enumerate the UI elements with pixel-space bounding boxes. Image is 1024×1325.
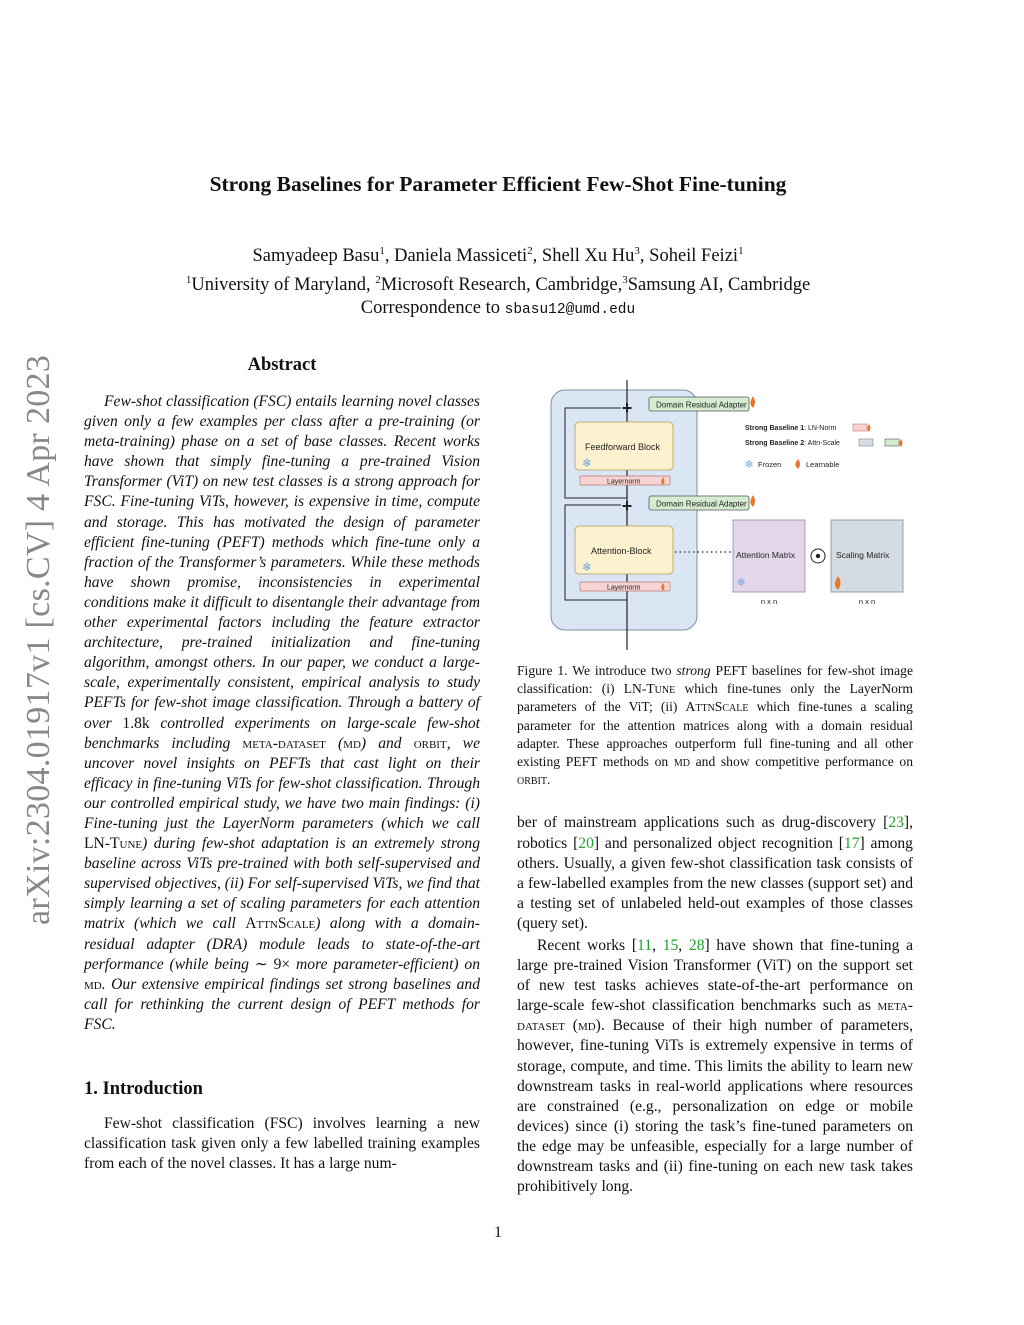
legend-sb1: Strong Baseline 1: LN-Norm	[745, 425, 837, 432]
plus-icon: +	[621, 398, 633, 418]
paper-title: Strong Baselines for Parameter Efficient Few-Shot Fine-tuning	[209, 172, 787, 196]
figure-1	[517, 380, 913, 650]
intro-paragraph: Few-shot classification (FSC) involves learning a new classification task given only a few labelled training examples from each of the novel classes. It has a large num-	[84, 1115, 480, 1173]
email-link[interactable]: sbasu12@umd.edu	[504, 302, 636, 319]
flame-icon	[750, 396, 755, 408]
snowflake-icon: ❄	[581, 456, 593, 470]
citation-link[interactable]: 23	[888, 814, 904, 832]
figure-caption: Figure 1. We introduce two strong PEFT baselines for few-shot image classification: (i) LN-Tune which fine-tunes only the LayerNorm parameters of the ViT; (ii) AttnScale which fine-tunes a scaling parameter for the attention matrices along with a domain residual adapter. These approaches outperform full fine-tuning and all other existing PEFT methods on md and show competitive performance on orbit.	[517, 663, 914, 788]
citation-link[interactable]: 28	[688, 936, 705, 954]
body-paragraph: Recent works [11, 15, 28] have shown that fine-tuning a large pre-trained Vision Transformer (ViT) on the support set of new test tasks achieves state-of-the-art performance on large-scale few-shot classification benchmarks such as meta-dataset (md). Because of their high number of parameters, however, fine-tuning ViTs is extremely expensive in terms of storage, compute, and time. This limits the ability to learn new downstream tasks in real-world applications where resources are constrained (e.g., personalization on edge or mobile devices) since (i) storing the task’s fine-tuned parameters on the edge may be unfeasible, especially for a large number of downstream tasks and (ii) fine-tuning on each new task takes prohibitively long.	[517, 936, 914, 1196]
abstract-heading: Abstract	[247, 355, 317, 375]
right-column	[517, 380, 913, 1197]
attention-block-label: Attention-Block	[591, 546, 652, 556]
scaling-matrix-dim: n x n	[858, 597, 876, 606]
citation-link[interactable]: 11	[637, 936, 653, 954]
right-body-text	[517, 813, 913, 1197]
page-number: 1	[494, 1224, 502, 1241]
citation-link[interactable]: 15	[662, 936, 679, 954]
legend-frozen: Frozen	[758, 460, 782, 469]
flame-icon	[795, 459, 800, 469]
legend-sb2: Strong Baseline 2: Attn-Scale	[745, 440, 840, 447]
attention-matrix-label: Attention Matrix	[736, 550, 796, 560]
legend-sb2-swatch-scaling	[859, 439, 873, 446]
legend-sb1-swatch	[853, 424, 867, 431]
body-paragraph: ber of mainstream applications such as drug-discovery [23], robotics [20] and personalized object recognition [17] among others. Usually, a given few-shot classification task consists of a few-labelled examples from the new classes (support set) and a testing set of unlabeled held-out examples of those classes (query set).	[517, 814, 913, 932]
dra-top-label: Domain Residual Adapter	[656, 400, 747, 410]
citation-link[interactable]: 17	[843, 834, 860, 852]
snowflake-icon: ❄	[744, 459, 754, 471]
feedforward-label: Feedforward Block	[585, 442, 661, 452]
author-block	[0, 240, 996, 323]
legend-sb2-swatch-dra	[885, 439, 899, 446]
flame-icon	[867, 424, 870, 432]
left-column	[84, 355, 480, 1174]
citation-link[interactable]: 20	[578, 834, 594, 852]
attention-matrix-dim: n x n	[760, 597, 778, 606]
author-names: Samyadeep Basu$^1$, Daniela Massiceti$^2$, Shell Xu Hu$^3$, Soheil Feizi$^1$	[252, 245, 744, 267]
flame-icon	[750, 495, 755, 507]
abstract-text: Few-shot classification (FSC) entails learning novel classes given only a few examples per class after a pre-training (or meta-training) phase on a set of base classes. Recent works have shown that simply fine-tuning a pre-trained Vision Transformer (ViT) on new test classes is a strong approach for FSC. Fine-tuning ViTs, however, is expensive in time, compute and storage. This has motivated the design of parameter efficient fine-tuning (PEFT) methods which fine-tune only a fraction of the Transformer’s parameters. While these methods have shown promise, inconsistencies in experimental conditions make it difficult to disentangle their advantage from other experimental factors including the feature extractor architecture, pre-trained initialization and fine-tuning algorithm, amongst others. In our paper, we conduct a large-scale, experimentally consistent, empirical analysis to study PEFTs for few-shot image classification. Through a battery of over 1.8k controlled experiments on large-scale few-shot benchmarks including meta-dataset (md) and orbit, we uncover novel insights on PEFTs that cast light on their efficacy in fine-tuning ViTs for few-shot classification. Through our controlled empirical study, we have two main findings: (i) Fine-tuning just the LayerNorm parameters (which we call LN-Tune) during few-shot adaptation is an extremely strong baseline across ViTs pre-trained with both self-supervised and supervised objectives, (ii) For self-supervised ViTs, we find that simply learning a set of scaling parameters for each attention matrix (which we call AttnScale) along with a domain-residual adapter (DRA) module leads to state-of-the-art performance (while being ∼ 9× more parameter-efficient) on md. Our extensive empirical findings set strong baselines and call for rethinking the current design of PEFT methods for FSC.	[84, 393, 481, 1033]
affiliations: $^1$University of Maryland, $^2$Microsoft Research, Cambridge,$^3$Samsung AI, Cambridge	[185, 273, 811, 295]
scaling-matrix-label: Scaling Matrix	[836, 550, 890, 560]
layernorm-bottom-label: Layernorm	[607, 584, 641, 592]
section-heading-introduction: 1. Introduction	[84, 1079, 203, 1099]
plus-icon: +	[621, 496, 633, 516]
layernorm-top-label: Layernorm	[607, 478, 641, 486]
snowflake-icon: ❄	[736, 577, 746, 589]
arxiv-stamp: arXiv:2304.01917v1 [cs.CV] 4 Apr 2023	[20, 354, 57, 925]
flame-icon	[899, 439, 902, 447]
correspondence: Correspondence to sbasu12@umd.edu	[360, 298, 636, 319]
architecture-diagram	[517, 380, 913, 650]
legend-learnable: Learnable	[806, 460, 840, 469]
snowflake-icon: ❄	[581, 560, 593, 574]
dra-bottom-label: Domain Residual Adapter	[656, 499, 747, 509]
